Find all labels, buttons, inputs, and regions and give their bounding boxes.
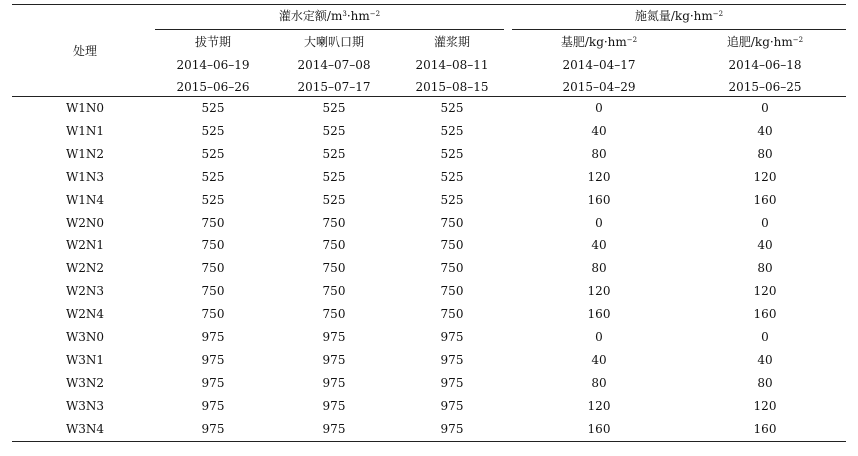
value-cell: 525 bbox=[440, 193, 464, 207]
value-cell: 750 bbox=[322, 216, 346, 230]
treatment-cell: W3N3 bbox=[65, 399, 105, 413]
value-cell: 80 bbox=[757, 147, 773, 161]
value-cell: 120 bbox=[587, 284, 611, 298]
value-cell: 750 bbox=[201, 284, 225, 298]
treatment-cell: W2N1 bbox=[65, 238, 105, 252]
value-cell: 0 bbox=[761, 216, 769, 230]
bottom-rule bbox=[12, 441, 846, 442]
stage-date-filling-1: 2014–08–11 bbox=[415, 58, 489, 72]
value-cell: 160 bbox=[587, 422, 611, 436]
value-cell: 525 bbox=[322, 147, 346, 161]
nitrogen-group-rule bbox=[512, 29, 846, 30]
stage-date-topdressing-1: 2014–06–18 bbox=[728, 58, 802, 72]
treatment-cell: W3N1 bbox=[65, 353, 105, 367]
value-cell: 525 bbox=[201, 170, 225, 184]
header-bottom-rule bbox=[12, 96, 846, 97]
value-cell: 40 bbox=[591, 124, 607, 138]
value-cell: 750 bbox=[440, 284, 464, 298]
treatment-cell: W1N3 bbox=[65, 170, 105, 184]
value-cell: 40 bbox=[757, 124, 773, 138]
value-cell: 40 bbox=[757, 238, 773, 252]
irrigation-quota-label: 灌水定额$/m^3\cdot hm^{-2}$ bbox=[278, 9, 381, 23]
value-cell: 0 bbox=[595, 330, 603, 344]
value-cell: 160 bbox=[587, 307, 611, 321]
treatment-cell: W3N0 bbox=[65, 330, 105, 344]
treatment-cell: W1N0 bbox=[65, 101, 105, 115]
treatment-cell: W2N0 bbox=[65, 216, 105, 230]
value-cell: 975 bbox=[322, 330, 346, 344]
value-cell: 525 bbox=[322, 193, 346, 207]
value-cell: 160 bbox=[753, 307, 777, 321]
stage-header-bell-mouth: 大喇叭口期 bbox=[303, 35, 364, 49]
value-cell: 0 bbox=[761, 101, 769, 115]
value-cell: 750 bbox=[201, 307, 225, 321]
value-cell: 525 bbox=[440, 124, 464, 138]
value-cell: 750 bbox=[322, 307, 346, 321]
nitrogen-rate-header bbox=[512, 9, 846, 23]
value-cell: 80 bbox=[591, 376, 607, 390]
treatment-cell: W2N2 bbox=[65, 261, 105, 275]
value-cell: 975 bbox=[322, 399, 346, 413]
value-cell: 0 bbox=[761, 330, 769, 344]
stage-date-base-fertilizer-1: 2014–04–17 bbox=[562, 58, 636, 72]
value-cell: 975 bbox=[440, 376, 464, 390]
stage-date-jointing-1: 2014–06–19 bbox=[176, 58, 250, 72]
value-cell: 525 bbox=[322, 170, 346, 184]
top-rule bbox=[12, 4, 846, 5]
value-cell: 975 bbox=[201, 422, 225, 436]
value-cell: 80 bbox=[591, 147, 607, 161]
stage-header-topdressing: 追肥$/kg\cdot hm^{-2}$ bbox=[726, 35, 804, 49]
value-cell: 525 bbox=[201, 101, 225, 115]
value-cell: 750 bbox=[440, 307, 464, 321]
value-cell: 525 bbox=[201, 147, 225, 161]
value-cell: 120 bbox=[753, 284, 777, 298]
value-cell: 750 bbox=[440, 216, 464, 230]
value-cell: 525 bbox=[440, 170, 464, 184]
nitrogen-rate-label: 施氮量$/kg\cdot hm^{-2}$ bbox=[634, 9, 724, 23]
irrigation-quota-header bbox=[155, 9, 504, 23]
value-cell: 750 bbox=[201, 261, 225, 275]
treatment-cell: W2N3 bbox=[65, 284, 105, 298]
value-cell: 750 bbox=[322, 238, 346, 252]
value-cell: 975 bbox=[322, 422, 346, 436]
value-cell: 160 bbox=[753, 422, 777, 436]
value-cell: 0 bbox=[595, 216, 603, 230]
treatment-cell: W2N4 bbox=[65, 307, 105, 321]
value-cell: 975 bbox=[322, 353, 346, 367]
treatment-cell: W1N2 bbox=[65, 147, 105, 161]
value-cell: 975 bbox=[440, 330, 464, 344]
treatment-header: 处理 bbox=[72, 44, 97, 58]
value-cell: 0 bbox=[595, 101, 603, 115]
value-cell: 40 bbox=[757, 353, 773, 367]
stage-date-filling-2: 2015–08–15 bbox=[415, 80, 489, 94]
stage-header-base-fertilizer: 基肥$/kg\cdot hm^{-2}$ bbox=[560, 35, 638, 49]
treatment-cell: W3N2 bbox=[65, 376, 105, 390]
value-cell: 120 bbox=[753, 170, 777, 184]
stage-date-bell-mouth-1: 2014–07–08 bbox=[297, 58, 371, 72]
stage-header-filling: 灌浆期 bbox=[433, 35, 470, 49]
value-cell: 750 bbox=[322, 261, 346, 275]
value-cell: 975 bbox=[201, 399, 225, 413]
stage-date-bell-mouth-2: 2015–07–17 bbox=[297, 80, 371, 94]
value-cell: 975 bbox=[440, 353, 464, 367]
value-cell: 525 bbox=[201, 124, 225, 138]
value-cell: 120 bbox=[587, 399, 611, 413]
stage-date-base-fertilizer-2: 2015–04–29 bbox=[562, 80, 636, 94]
value-cell: 160 bbox=[753, 193, 777, 207]
value-cell: 40 bbox=[591, 353, 607, 367]
value-cell: 975 bbox=[440, 399, 464, 413]
value-cell: 750 bbox=[322, 284, 346, 298]
value-cell: 750 bbox=[201, 238, 225, 252]
value-cell: 525 bbox=[440, 101, 464, 115]
value-cell: 525 bbox=[322, 101, 346, 115]
value-cell: 120 bbox=[587, 170, 611, 184]
value-cell: 750 bbox=[201, 216, 225, 230]
value-cell: 750 bbox=[440, 261, 464, 275]
value-cell: 525 bbox=[322, 124, 346, 138]
irrigation-group-rule bbox=[155, 29, 504, 30]
value-cell: 80 bbox=[591, 261, 607, 275]
value-cell: 160 bbox=[587, 193, 611, 207]
value-cell: 525 bbox=[201, 193, 225, 207]
stage-date-jointing-2: 2015–06–26 bbox=[176, 80, 250, 94]
value-cell: 975 bbox=[322, 376, 346, 390]
stage-date-topdressing-2: 2015–06–25 bbox=[728, 80, 802, 94]
value-cell: 40 bbox=[591, 238, 607, 252]
treatment-cell: W1N1 bbox=[65, 124, 105, 138]
value-cell: 120 bbox=[753, 399, 777, 413]
value-cell: 975 bbox=[201, 376, 225, 390]
value-cell: 975 bbox=[201, 353, 225, 367]
value-cell: 975 bbox=[201, 330, 225, 344]
value-cell: 975 bbox=[440, 422, 464, 436]
value-cell: 750 bbox=[440, 238, 464, 252]
treatment-cell: W1N4 bbox=[65, 193, 105, 207]
treatment-cell: W3N4 bbox=[65, 422, 105, 436]
value-cell: 80 bbox=[757, 261, 773, 275]
value-cell: 80 bbox=[757, 376, 773, 390]
stage-header-jointing: 拔节期 bbox=[194, 35, 231, 49]
value-cell: 525 bbox=[440, 147, 464, 161]
